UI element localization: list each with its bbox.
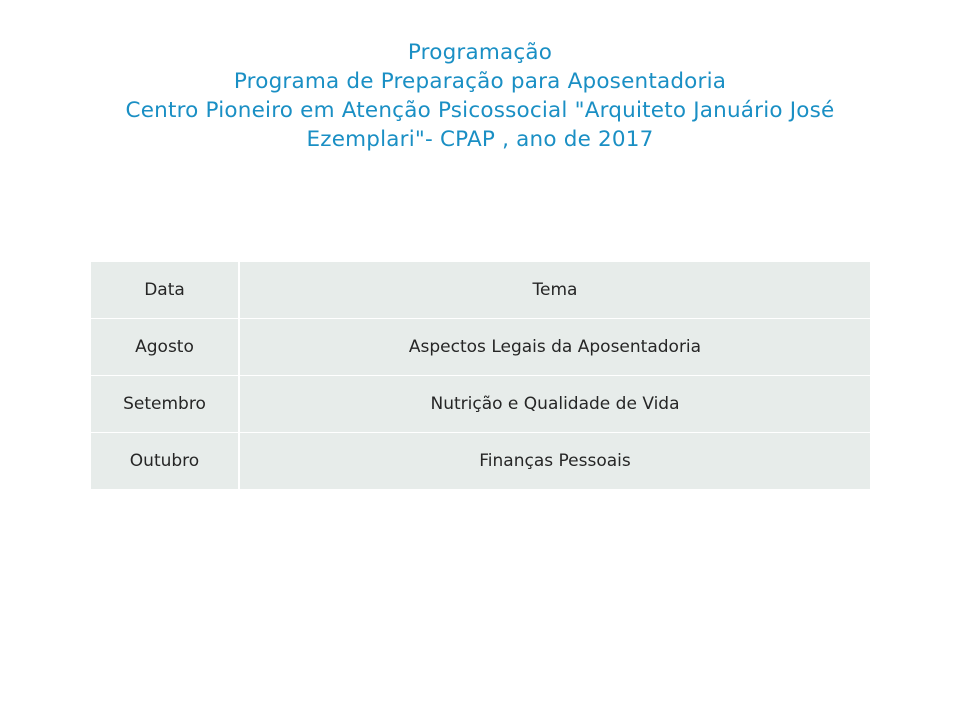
header-theme: Tema — [239, 262, 870, 319]
table-cell-date: Setembro — [91, 376, 239, 433]
table-cell-date: Agosto — [91, 319, 239, 376]
table-row — [91, 319, 870, 376]
table-cell-theme: Nutrição e Qualidade de Vida — [239, 376, 870, 433]
table-row — [91, 433, 870, 490]
header-date: Data — [91, 262, 239, 319]
table-row — [91, 376, 870, 433]
slide-title — [40, 38, 920, 154]
table-header-row — [91, 262, 870, 319]
schedule-table — [91, 262, 870, 489]
table-cell-theme: Aspectos Legais da Aposentadoria — [239, 319, 870, 376]
title-line-1: Programação — [407, 40, 553, 65]
title-line-3: Centro Pioneiro em Atenção Psicossocial "Arquiteto Januário José — [125, 98, 835, 123]
table-cell-theme: Finanças Pessoais — [239, 433, 870, 490]
title-line-4: Ezemplari"- CPAP , ano de 2017 — [306, 127, 654, 152]
title-line-2: Programa de Preparação para Aposentadoria — [233, 69, 727, 94]
table-cell-date: Outubro — [91, 433, 239, 490]
